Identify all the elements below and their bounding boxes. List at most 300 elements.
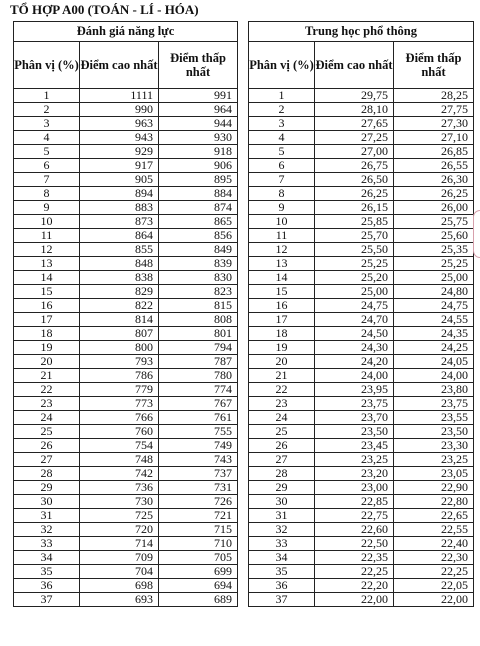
percentile-cell: 28 [14,467,80,481]
percentile-cell: 17 [14,313,80,327]
percentile-cell: 21 [249,369,315,383]
max-score-cell: 848 [80,257,159,271]
max-score-cell: 714 [80,537,159,551]
table-row [14,299,238,313]
min-score-cell: 755 [159,425,238,439]
min-score-cell: 918 [159,145,238,159]
table-row [14,537,238,551]
table-row [249,425,474,439]
min-score-cell: 22,00 [394,593,474,607]
max-score-cell: 23,25 [315,453,394,467]
max-score-cell: 943 [80,131,159,145]
percentile-cell: 20 [249,355,315,369]
table-row [14,579,238,593]
percentile-cell: 7 [249,173,315,187]
percentile-cell: 20 [14,355,80,369]
percentile-cell: 6 [14,159,80,173]
table-row [14,131,238,145]
min-score-cell: 22,80 [394,495,474,509]
max-score-cell: 864 [80,229,159,243]
max-score-cell: 748 [80,453,159,467]
min-score-cell: 856 [159,229,238,243]
table-row [249,131,474,145]
table-row [249,355,474,369]
percentile-cell: 24 [14,411,80,425]
document-title: TỔ HỢP A00 (TOÁN - LÍ - HÓA) [10,2,199,17]
max-score-cell: 22,60 [315,523,394,537]
min-score-header: Điểm thấp nhất [394,42,474,89]
min-score-cell: 22,65 [394,509,474,523]
min-score-cell: 726 [159,495,238,509]
max-score-cell: 793 [80,355,159,369]
table-row [14,215,238,229]
min-score-cell: 25,35 [394,243,474,257]
percentile-cell: 2 [249,103,315,117]
min-score-cell: 24,75 [394,299,474,313]
percentile-header: Phân vị (%) [14,42,80,89]
min-score-cell: 731 [159,481,238,495]
table-row [14,103,238,117]
page-edge-mark [473,210,480,258]
max-score-cell: 704 [80,565,159,579]
percentile-cell: 34 [14,551,80,565]
min-score-cell: 743 [159,453,238,467]
percentile-cell: 33 [249,537,315,551]
percentile-cell: 6 [249,159,315,173]
table-row [14,439,238,453]
max-score-cell: 26,50 [315,173,394,187]
percentile-cell: 23 [249,397,315,411]
min-score-cell: 27,75 [394,103,474,117]
percentile-cell: 9 [14,201,80,215]
max-score-cell: 22,00 [315,593,394,607]
percentile-cell: 32 [14,523,80,537]
table-row [14,551,238,565]
percentile-cell: 31 [14,509,80,523]
max-score-cell: 23,95 [315,383,394,397]
percentile-cell: 15 [249,285,315,299]
table-row [249,173,474,187]
min-score-cell: 28,25 [394,89,474,103]
percentile-cell: 16 [249,299,315,313]
table-row [14,243,238,257]
max-score-cell: 29,75 [315,89,394,103]
min-score-cell: 865 [159,215,238,229]
table-row [249,201,474,215]
table-row [14,229,238,243]
min-score-cell: 689 [159,593,238,607]
table-row [14,257,238,271]
max-score-cell: 894 [80,187,159,201]
min-score-cell: 849 [159,243,238,257]
percentile-cell: 27 [249,453,315,467]
min-score-cell: 24,25 [394,341,474,355]
max-score-cell: 905 [80,173,159,187]
min-score-cell: 22,40 [394,537,474,551]
percentile-cell: 26 [14,439,80,453]
table-row [249,369,474,383]
max-score-cell: 22,25 [315,565,394,579]
max-score-cell: 807 [80,327,159,341]
max-score-header: Điểm cao nhất [315,42,394,89]
table-row [14,89,238,103]
percentile-cell: 30 [249,495,315,509]
table-row [249,159,474,173]
table-row [249,327,474,341]
percentile-cell: 33 [14,537,80,551]
max-score-cell: 754 [80,439,159,453]
min-score-cell: 23,50 [394,425,474,439]
min-score-cell: 761 [159,411,238,425]
table-row [249,299,474,313]
table-row [14,117,238,131]
percentile-cell: 5 [14,145,80,159]
min-score-cell: 749 [159,439,238,453]
min-score-cell: 787 [159,355,238,369]
thpt-table-body [249,89,474,607]
max-score-cell: 698 [80,579,159,593]
min-score-cell: 23,80 [394,383,474,397]
table-row [249,383,474,397]
min-score-cell: 694 [159,579,238,593]
percentile-cell: 34 [249,551,315,565]
table-row [249,271,474,285]
min-score-cell: 22,25 [394,565,474,579]
percentile-cell: 18 [14,327,80,341]
min-score-cell: 26,85 [394,145,474,159]
percentile-cell: 22 [14,383,80,397]
min-score-cell: 23,30 [394,439,474,453]
percentile-cell: 25 [14,425,80,439]
max-score-cell: 25,00 [315,285,394,299]
max-score-cell: 990 [80,103,159,117]
percentile-cell: 23 [14,397,80,411]
min-score-cell: 26,30 [394,173,474,187]
max-score-header: Điểm cao nhất [80,42,159,89]
table-row [249,453,474,467]
percentile-cell: 21 [14,369,80,383]
max-score-cell: 873 [80,215,159,229]
max-score-cell: 22,75 [315,509,394,523]
min-score-cell: 991 [159,89,238,103]
min-score-cell: 23,25 [394,453,474,467]
max-score-cell: 24,30 [315,341,394,355]
percentile-cell: 25 [249,425,315,439]
percentile-cell: 35 [249,565,315,579]
table-row [14,285,238,299]
percentile-cell: 16 [14,299,80,313]
min-score-cell: 815 [159,299,238,313]
max-score-cell: 22,50 [315,537,394,551]
max-score-cell: 23,70 [315,411,394,425]
max-score-cell: 24,20 [315,355,394,369]
percentile-cell: 29 [14,481,80,495]
min-score-cell: 24,05 [394,355,474,369]
percentile-cell: 37 [249,593,315,607]
percentile-cell: 37 [14,593,80,607]
max-score-cell: 22,85 [315,495,394,509]
percentile-cell: 14 [14,271,80,285]
max-score-cell: 855 [80,243,159,257]
table-row [14,173,238,187]
table-row [14,271,238,285]
table-row [14,145,238,159]
percentile-cell: 18 [249,327,315,341]
table-row [14,453,238,467]
percentile-cell: 10 [14,215,80,229]
table-row [249,523,474,537]
percentile-cell: 22 [249,383,315,397]
table-row [249,579,474,593]
percentile-cell: 31 [249,509,315,523]
percentile-cell: 13 [249,257,315,271]
percentile-cell: 1 [249,89,315,103]
percentile-header: Phân vị (%) [249,42,315,89]
min-score-cell: 22,55 [394,523,474,537]
max-score-cell: 963 [80,117,159,131]
percentile-cell: 4 [14,131,80,145]
max-score-cell: 760 [80,425,159,439]
table-row [14,313,238,327]
percentile-cell: 12 [249,243,315,257]
dgnl-table-body [14,89,238,607]
min-score-cell: 808 [159,313,238,327]
table-row [249,467,474,481]
table-row [14,593,238,607]
min-score-cell: 25,00 [394,271,474,285]
min-score-cell: 823 [159,285,238,299]
table-row [249,551,474,565]
max-score-cell: 26,75 [315,159,394,173]
max-score-cell: 736 [80,481,159,495]
table-row [14,355,238,369]
table-row [14,327,238,341]
max-score-cell: 27,00 [315,145,394,159]
percentile-cell: 11 [249,229,315,243]
table-row [249,397,474,411]
min-score-cell: 895 [159,173,238,187]
min-score-cell: 24,80 [394,285,474,299]
table-row [14,411,238,425]
table-row [249,257,474,271]
percentile-cell: 11 [14,229,80,243]
table-row [14,523,238,537]
table-row [14,425,238,439]
percentile-cell: 10 [249,215,315,229]
max-score-cell: 822 [80,299,159,313]
max-score-cell: 720 [80,523,159,537]
percentile-cell: 32 [249,523,315,537]
table-row [14,187,238,201]
max-score-cell: 26,15 [315,201,394,215]
dgnl-caption: Đánh giá năng lực [14,22,238,42]
percentile-cell: 26 [249,439,315,453]
min-score-cell: 27,10 [394,131,474,145]
table-row [14,509,238,523]
max-score-cell: 709 [80,551,159,565]
table-row [249,481,474,495]
table-row [14,397,238,411]
max-score-cell: 27,65 [315,117,394,131]
max-score-cell: 786 [80,369,159,383]
max-score-cell: 773 [80,397,159,411]
percentile-cell: 30 [14,495,80,509]
min-score-cell: 874 [159,201,238,215]
min-score-cell: 737 [159,467,238,481]
table-row [14,369,238,383]
thpt-table [248,21,474,607]
table-row [14,495,238,509]
percentile-cell: 3 [14,117,80,131]
min-score-cell: 944 [159,117,238,131]
table-row [249,285,474,299]
max-score-cell: 22,20 [315,579,394,593]
max-score-cell: 24,70 [315,313,394,327]
min-score-cell: 774 [159,383,238,397]
min-score-cell: 767 [159,397,238,411]
min-score-cell: 22,30 [394,551,474,565]
min-score-cell: 25,75 [394,215,474,229]
max-score-cell: 23,75 [315,397,394,411]
max-score-cell: 27,25 [315,131,394,145]
percentile-cell: 19 [14,341,80,355]
max-score-cell: 779 [80,383,159,397]
percentile-cell: 36 [249,579,315,593]
min-score-cell: 801 [159,327,238,341]
min-score-cell: 780 [159,369,238,383]
percentile-cell: 12 [14,243,80,257]
max-score-cell: 23,50 [315,425,394,439]
table-row [14,201,238,215]
table-row [249,187,474,201]
max-score-cell: 766 [80,411,159,425]
max-score-cell: 838 [80,271,159,285]
percentile-cell: 4 [249,131,315,145]
percentile-cell: 1 [14,89,80,103]
min-score-cell: 25,60 [394,229,474,243]
max-score-cell: 929 [80,145,159,159]
max-score-cell: 730 [80,495,159,509]
percentile-cell: 24 [249,411,315,425]
min-score-cell: 24,35 [394,327,474,341]
max-score-cell: 28,10 [315,103,394,117]
min-score-cell: 699 [159,565,238,579]
max-score-cell: 26,25 [315,187,394,201]
min-score-cell: 721 [159,509,238,523]
min-score-cell: 26,25 [394,187,474,201]
table-row [249,313,474,327]
min-score-cell: 24,00 [394,369,474,383]
thpt-caption: Trung học phổ thông [249,22,474,42]
percentile-cell: 17 [249,313,315,327]
percentile-cell: 5 [249,145,315,159]
min-score-cell: 830 [159,271,238,285]
table-row [249,145,474,159]
max-score-cell: 25,25 [315,257,394,271]
table-row [14,341,238,355]
table-row [249,229,474,243]
max-score-cell: 23,45 [315,439,394,453]
min-score-cell: 25,25 [394,257,474,271]
table-row [249,89,474,103]
percentile-cell: 7 [14,173,80,187]
max-score-cell: 742 [80,467,159,481]
max-score-cell: 693 [80,593,159,607]
percentile-cell: 15 [14,285,80,299]
percentile-cell: 3 [249,117,315,131]
max-score-cell: 829 [80,285,159,299]
max-score-cell: 800 [80,341,159,355]
table-row [14,383,238,397]
min-score-cell: 715 [159,523,238,537]
max-score-cell: 883 [80,201,159,215]
min-score-cell: 884 [159,187,238,201]
min-score-header: Điểm thấp nhất [159,42,238,89]
max-score-cell: 24,75 [315,299,394,313]
min-score-cell: 930 [159,131,238,145]
min-score-cell: 794 [159,341,238,355]
min-score-cell: 906 [159,159,238,173]
min-score-cell: 705 [159,551,238,565]
table-row [14,565,238,579]
percentile-cell: 36 [14,579,80,593]
percentile-cell: 27 [14,453,80,467]
table-row [249,565,474,579]
percentile-cell: 9 [249,201,315,215]
max-score-cell: 814 [80,313,159,327]
min-score-cell: 23,55 [394,411,474,425]
max-score-cell: 25,85 [315,215,394,229]
table-row [14,467,238,481]
max-score-cell: 1111 [80,89,159,103]
table-row [14,159,238,173]
percentile-cell: 2 [14,103,80,117]
min-score-cell: 26,00 [394,201,474,215]
table-row [249,215,474,229]
percentile-cell: 29 [249,481,315,495]
min-score-cell: 710 [159,537,238,551]
min-score-cell: 27,30 [394,117,474,131]
max-score-cell: 23,00 [315,481,394,495]
min-score-cell: 22,90 [394,481,474,495]
table-row [14,481,238,495]
max-score-cell: 25,50 [315,243,394,257]
dgnl-table [13,21,238,607]
percentile-cell: 8 [249,187,315,201]
min-score-cell: 964 [159,103,238,117]
table-row [249,537,474,551]
table-row [249,411,474,425]
max-score-cell: 24,00 [315,369,394,383]
table-row [249,509,474,523]
min-score-cell: 24,55 [394,313,474,327]
min-score-cell: 839 [159,257,238,271]
percentile-cell: 13 [14,257,80,271]
max-score-cell: 917 [80,159,159,173]
table-row [249,117,474,131]
percentile-cell: 28 [249,467,315,481]
percentile-cell: 14 [249,271,315,285]
table-row [249,593,474,607]
table-row [249,495,474,509]
table-row [249,243,474,257]
min-score-cell: 23,75 [394,397,474,411]
min-score-cell: 23,05 [394,467,474,481]
percentile-cell: 8 [14,187,80,201]
max-score-cell: 22,35 [315,551,394,565]
percentile-cell: 19 [249,341,315,355]
max-score-cell: 23,20 [315,467,394,481]
